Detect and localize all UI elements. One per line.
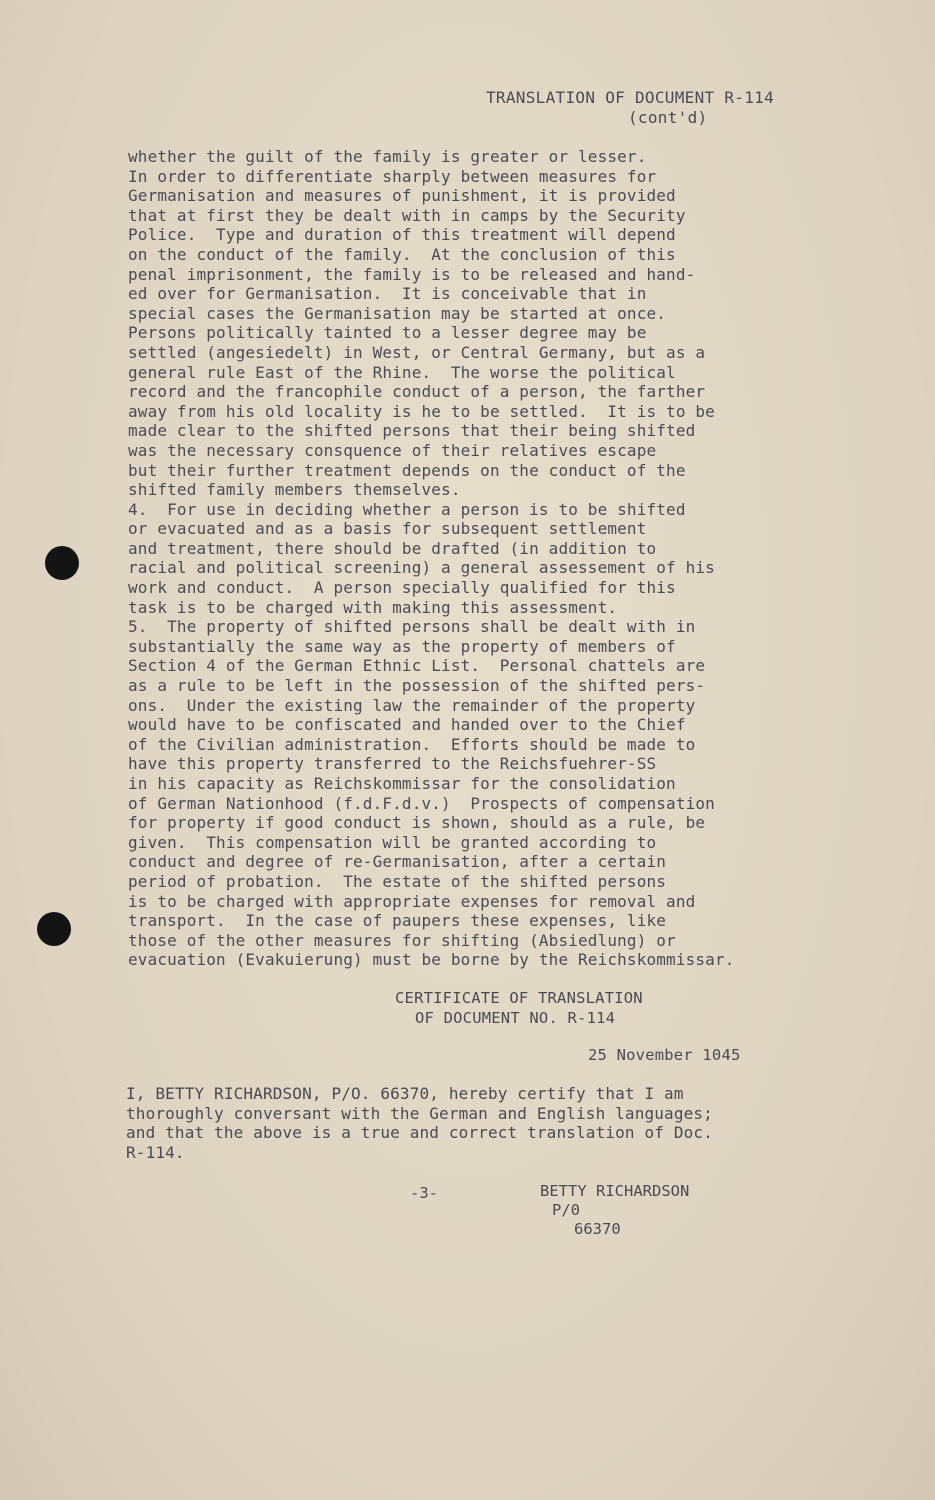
body-line: substantially the same way as the property of members of	[128, 636, 676, 656]
body-line: settled (angesiedelt) in West, or Central Germany, but as a	[128, 342, 706, 362]
body-line: transport. In the case of paupers these expenses, like	[128, 911, 667, 931]
certificate-date: 25 November 1045	[588, 1046, 741, 1064]
body-line: made clear to the shifted persons that their being shifted	[128, 421, 696, 441]
signer-rank: P/0	[552, 1201, 580, 1219]
body-line: for property if good conduct is shown, should as a rule, be	[128, 813, 706, 833]
signer-name: BETTY RICHARDSON	[540, 1182, 690, 1200]
body-line: racial and political screening) a general assessement of his	[128, 558, 715, 578]
body-line: work and conduct. A person specially qualified for this	[128, 578, 676, 598]
body-line: of the Civilian administration. Efforts should be made to	[128, 734, 696, 754]
body-line: penal imprisonment, the family is to be released and hand-	[128, 264, 696, 284]
body-line: period of probation. The estate of the shifted persons	[128, 871, 667, 891]
certificate-line: I, BETTY RICHARDSON, P/O. 66370, hereby certify that I am	[126, 1084, 684, 1103]
certificate-title-line2: OF DOCUMENT NO. R-114	[415, 1009, 616, 1027]
body-line: conduct and degree of re-Germanisation, after a certain	[128, 852, 667, 872]
body-line: in his capacity as Reichskommissar for the consolidation	[128, 774, 676, 793]
certificate-body	[126, 1084, 846, 1162]
body-line: of German Nationhood (f.d.F.d.v.) Prospects of compensation	[128, 793, 715, 813]
body-line: would have to be confiscated and handed over to the Chief	[128, 715, 686, 735]
body-line: evacuation (Evakuierung) must be borne by the Reichskommissar.	[128, 950, 735, 970]
punch-hole-bottom	[37, 912, 71, 946]
body-line: Police. Type and duration of this treatment will depend	[128, 225, 676, 245]
body-line: shifted family members themselves.	[128, 480, 461, 500]
body-line: was the necessary consquence of their relatives escape	[128, 440, 657, 460]
body-line: and treatment, there should be drafted (in addition to	[128, 538, 657, 558]
certificate-title-line1: CERTIFICATE OF TRANSLATION	[395, 989, 643, 1007]
signature-block	[540, 1182, 689, 1239]
translation-body	[128, 147, 848, 970]
body-line: Section 4 of the German Ethnic List. Personal chattels are	[128, 656, 706, 676]
body-line: those of the other measures for shifting (Absiedlung) or	[128, 930, 676, 950]
body-line: whether the guilt of the family is greater or lesser.	[128, 147, 647, 166]
body-line: away from his old locality is he to be settled. It is to be	[128, 401, 715, 421]
body-line: special cases the Germanisation may be started at once.	[128, 303, 667, 323]
certificate-line: R-114.	[126, 1142, 185, 1162]
certificate-line: thoroughly conversant with the German and English languages;	[126, 1103, 713, 1123]
body-line: or evacuated and as a basis for subsequent settlement	[128, 519, 647, 539]
body-line: 4. For use in deciding whether a person is to be shifted	[128, 499, 686, 519]
body-line: that at first they be dealt with in camps by the Security	[128, 205, 686, 225]
document-header	[486, 88, 866, 128]
header-title: TRANSLATION OF DOCUMENT R-114	[486, 88, 775, 107]
body-line: In order to differentiate sharply between measures for	[128, 166, 657, 186]
body-line: task is to be charged with making this assessment.	[128, 597, 618, 617]
body-line: is to be charged with appropriate expenses for removal and	[128, 891, 696, 911]
punch-hole-top	[45, 546, 79, 580]
header-continued: (cont'd)	[628, 108, 708, 127]
body-line: Persons politically tainted to a lesser degree may be	[128, 323, 647, 343]
certificate-line: and that the above is a true and correct translation of Doc.	[126, 1123, 713, 1143]
body-line: on the conduct of the family. At the conclusion of this	[128, 244, 676, 264]
page-number: -3-	[410, 1184, 438, 1202]
body-line: given. This compensation will be granted according to	[128, 832, 657, 852]
body-line: 5. The property of shifted persons shall be dealt with in	[128, 617, 696, 637]
signer-number: 66370	[574, 1220, 621, 1238]
body-line: ed over for Germanisation. It is conceivable that in	[128, 284, 647, 304]
body-line: have this property transferred to the Reichsfuehrer-SS	[128, 754, 657, 774]
body-line: as a rule to be left in the possession of the shifted pers-	[128, 676, 706, 696]
certificate-title	[395, 988, 725, 1028]
body-line: record and the francophile conduct of a person, the farther	[128, 382, 706, 402]
body-line: Germanisation and measures of punishment, it is provided	[128, 186, 676, 206]
body-line: ons. Under the existing law the remainder of the property	[128, 695, 696, 715]
body-line: but their further treatment depends on the conduct of the	[128, 460, 686, 480]
body-line: general rule East of the Rhine. The worse the political	[128, 362, 676, 382]
